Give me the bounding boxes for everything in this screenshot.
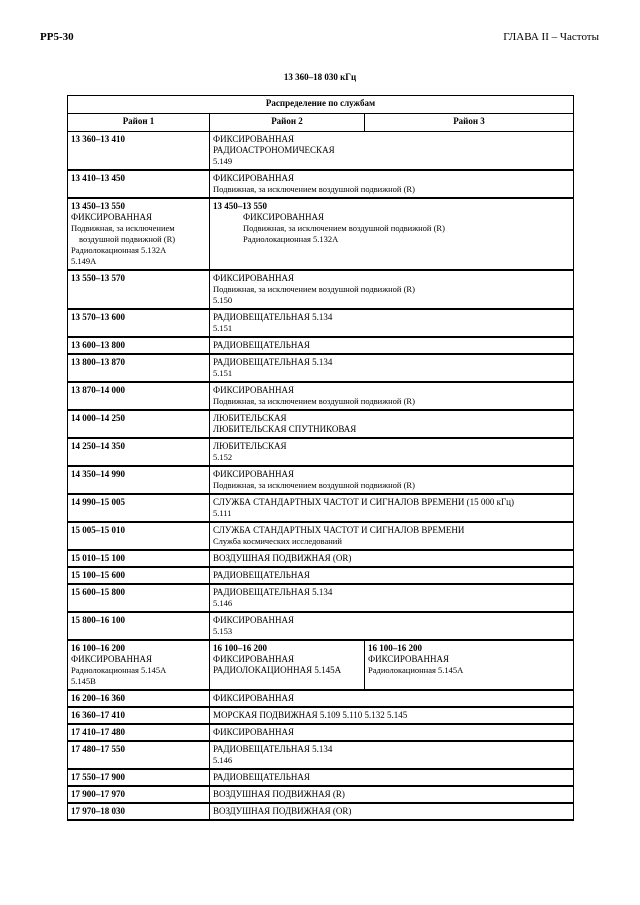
services-cell <box>210 170 574 198</box>
services-cell <box>210 550 574 567</box>
services-cell <box>210 612 574 640</box>
footnote-ref: 5.149A <box>71 256 97 266</box>
band-cell <box>68 309 210 337</box>
frequency-band: 16 100–16 200 <box>368 643 422 653</box>
services-cell <box>210 337 574 354</box>
band-cell <box>68 466 210 494</box>
service-allocation: ЛЮБИТЕЛЬСКАЯ СПУТНИКОВАЯ <box>213 424 357 434</box>
frequency-band: 14 350–14 990 <box>71 469 125 479</box>
band-cell <box>68 584 210 612</box>
column-header-region-3: Район 3 <box>365 114 574 132</box>
table-caption: Распределение по службам <box>68 96 574 114</box>
region-1-cell <box>68 640 210 690</box>
band-cell <box>68 803 210 820</box>
secondary-service: Радиолокационная 5.132A <box>71 245 167 255</box>
service-allocation: ФИКСИРОВАННАЯ <box>71 212 152 222</box>
band-cell <box>68 494 210 522</box>
services-cell <box>210 803 574 820</box>
band-cell <box>68 170 210 198</box>
table-row <box>68 170 574 198</box>
frequency-band: 14 000–14 250 <box>71 413 125 423</box>
table-row <box>68 494 574 522</box>
service-allocation: ФИКСИРОВАННАЯ <box>213 273 294 283</box>
frequency-band: 13 570–13 600 <box>71 312 125 322</box>
region-1-cell <box>68 198 210 270</box>
service-allocation: ФИКСИРОВАННАЯ <box>213 173 294 183</box>
services-cell <box>210 382 574 410</box>
table-row <box>68 584 574 612</box>
service-allocation: СЛУЖБА СТАНДАРТНЫХ ЧАСТОТ И СИГНАЛОВ ВРЕМЕНИ (15 000 кГц) <box>213 497 514 507</box>
services-cell <box>210 741 574 769</box>
table-row <box>68 567 574 584</box>
allocation-rows <box>68 132 574 821</box>
band-cell <box>68 270 210 309</box>
secondary-service: Радиолокационная 5.145A <box>368 665 464 675</box>
band-cell <box>68 522 210 550</box>
band-cell <box>68 769 210 786</box>
services-cell <box>210 438 574 466</box>
frequency-band: 15 800–16 100 <box>71 615 125 625</box>
table-row <box>68 769 574 786</box>
table-row <box>68 337 574 354</box>
frequency-band: 16 100–16 200 <box>71 643 125 653</box>
footnote-ref: 5.146 <box>213 598 233 608</box>
services-cell <box>210 724 574 741</box>
services-cell <box>210 354 574 382</box>
footnote-ref: 5.151 <box>213 323 233 333</box>
frequency-band: 17 900–17 970 <box>71 789 125 799</box>
table-row <box>68 198 574 270</box>
service-allocation: ФИКСИРОВАННАЯ <box>213 469 294 479</box>
service-allocation: ФИКСИРОВАННАЯ <box>213 385 294 395</box>
footnote-ref: 5.145B <box>71 676 96 686</box>
service-allocation: РАДИОЛОКАЦИОННАЯ 5.145A <box>213 665 342 675</box>
frequency-range-title: 13 360–18 030 кГц <box>283 72 357 82</box>
table-row <box>68 354 574 382</box>
service-allocation: РАДИОВЕЩАТЕЛЬНАЯ 5.134 <box>213 312 333 322</box>
frequency-band: 13 450–13 550 <box>213 201 267 211</box>
services-cell <box>210 690 574 707</box>
service-allocation: СЛУЖБА СТАНДАРТНЫХ ЧАСТОТ И СИГНАЛОВ ВРЕМЕНИ <box>213 525 465 535</box>
footnote-ref: 5.111 <box>213 508 232 518</box>
frequency-band: 13 450–13 550 <box>71 201 125 211</box>
services-cell <box>210 707 574 724</box>
secondary-service: Подвижная, за исключением воздушной подвижной (R) <box>213 284 415 294</box>
frequency-band: 15 600–15 800 <box>71 587 125 597</box>
frequency-band: 16 360–17 410 <box>71 710 125 720</box>
services-cell <box>210 522 574 550</box>
secondary-service: воздушной подвижной (R) <box>79 234 176 244</box>
footnote-ref: 5.152 <box>213 452 233 462</box>
band-cell <box>68 132 210 171</box>
table-row <box>68 690 574 707</box>
band-cell <box>68 354 210 382</box>
service-allocation: РАДИОВЕЩАТЕЛЬНАЯ 5.134 <box>213 587 333 597</box>
chapter-title: ГЛАВА II – Частоты <box>503 31 599 43</box>
band-cell <box>68 410 210 438</box>
band-cell <box>68 690 210 707</box>
table-row <box>68 382 574 410</box>
band-cell <box>68 567 210 584</box>
secondary-service: Служба космических исследований <box>213 536 342 546</box>
services-cell <box>210 584 574 612</box>
table-row <box>68 741 574 769</box>
service-allocation: ВОЗДУШНАЯ ПОДВИЖНАЯ (OR) <box>213 806 352 816</box>
region-3-cell <box>365 640 574 690</box>
service-allocation: ФИКСИРОВАННАЯ <box>213 693 294 703</box>
region-2-3-cell <box>210 198 574 270</box>
service-allocation: ВОЗДУШНАЯ ПОДВИЖНАЯ (R) <box>213 789 345 799</box>
table-row <box>68 803 574 820</box>
band-cell <box>68 337 210 354</box>
footnote-ref: 5.150 <box>213 295 233 305</box>
band-cell <box>68 724 210 741</box>
footnote-ref: 5.153 <box>213 626 233 636</box>
band-cell <box>68 382 210 410</box>
service-allocation: ФИКСИРОВАННАЯ <box>213 654 294 664</box>
frequency-band: 13 870–14 000 <box>71 385 125 395</box>
services-cell <box>210 494 574 522</box>
secondary-service: Подвижная, за исключением воздушной подвижной (R) <box>213 184 415 194</box>
service-allocation: ЛЮБИТЕЛЬСКАЯ <box>213 413 287 423</box>
frequency-band: 13 410–13 450 <box>71 173 125 183</box>
table-row <box>68 438 574 466</box>
frequency-band: 13 550–13 570 <box>71 273 125 283</box>
service-allocation: МОРСКАЯ ПОДВИЖНАЯ 5.109 5.110 5.132 5.145 <box>213 710 408 720</box>
secondary-service: Подвижная, за исключением воздушной подвижной (R) <box>243 223 445 233</box>
frequency-band: 14 990–15 005 <box>71 497 125 507</box>
services-cell <box>210 132 574 171</box>
region-2-3-services <box>213 212 570 245</box>
services-cell <box>210 567 574 584</box>
service-allocation: РАДИОВЕЩАТЕЛЬНАЯ <box>213 772 310 782</box>
services-cell <box>210 466 574 494</box>
table-row <box>68 550 574 567</box>
services-cell <box>210 270 574 309</box>
band-cell <box>68 741 210 769</box>
band-cell <box>68 550 210 567</box>
services-cell <box>210 769 574 786</box>
table-row <box>68 786 574 803</box>
page-number: РР5-30 <box>40 31 74 43</box>
table-row <box>68 612 574 640</box>
secondary-service: Радиолокационная 5.145A <box>71 665 167 675</box>
service-allocation: ФИКСИРОВАННАЯ <box>213 134 294 144</box>
secondary-service: Подвижная, за исключением <box>71 223 175 233</box>
service-allocation: ФИКСИРОВАННАЯ <box>213 615 294 625</box>
service-allocation: ВОЗДУШНАЯ ПОДВИЖНАЯ (OR) <box>213 553 352 563</box>
frequency-band: 17 550–17 900 <box>71 772 125 782</box>
frequency-band: 17 410–17 480 <box>71 727 125 737</box>
service-allocation: ФИКСИРОВАННАЯ <box>213 727 294 737</box>
band-cell <box>68 786 210 803</box>
allocation-table <box>67 95 574 821</box>
table-row <box>68 270 574 309</box>
footnote-ref: 5.151 <box>213 368 233 378</box>
service-allocation: РАДИОВЕЩАТЕЛЬНАЯ 5.134 <box>213 744 333 754</box>
table-row <box>68 522 574 550</box>
secondary-service: Подвижная, за исключением воздушной подвижной (R) <box>213 480 415 490</box>
band-cell <box>68 612 210 640</box>
service-allocation: РАДИОВЕЩАТЕЛЬНАЯ <box>213 340 310 350</box>
frequency-band: 14 250–14 350 <box>71 441 125 451</box>
secondary-service: Радиолокационная 5.132A <box>243 234 339 244</box>
footnote-ref: 5.146 <box>213 755 233 765</box>
column-header-region-2: Район 2 <box>210 114 365 132</box>
services-cell <box>210 410 574 438</box>
service-allocation: РАДИОАСТРОНОМИЧЕСКАЯ <box>213 145 335 155</box>
band-cell <box>68 438 210 466</box>
band-cell <box>68 707 210 724</box>
frequency-band: 15 010–15 100 <box>71 553 125 563</box>
service-allocation: ЛЮБИТЕЛЬСКАЯ <box>213 441 287 451</box>
services-cell <box>210 786 574 803</box>
table-row <box>68 309 574 337</box>
frequency-band: 13 360–13 410 <box>71 134 125 144</box>
table-row <box>68 707 574 724</box>
frequency-band: 17 970–18 030 <box>71 806 125 816</box>
table-row <box>68 466 574 494</box>
service-allocation: ФИКСИРОВАННАЯ <box>368 654 449 664</box>
frequency-band: 13 800–13 870 <box>71 357 125 367</box>
frequency-band: 16 100–16 200 <box>213 643 267 653</box>
table-row <box>68 724 574 741</box>
service-allocation: ФИКСИРОВАННАЯ <box>243 212 324 222</box>
table-row <box>68 410 574 438</box>
region-2-cell <box>210 640 365 690</box>
service-allocation: ФИКСИРОВАННАЯ <box>71 654 152 664</box>
frequency-band: 15 005–15 010 <box>71 525 125 535</box>
column-header-region-1: Район 1 <box>68 114 210 132</box>
secondary-service: Подвижная, за исключением воздушной подвижной (R) <box>213 396 415 406</box>
service-allocation: РАДИОВЕЩАТЕЛЬНАЯ 5.134 <box>213 357 333 367</box>
table-row <box>68 132 574 171</box>
table-row <box>68 640 574 690</box>
footnote-ref: 5.149 <box>213 156 233 166</box>
services-cell <box>210 309 574 337</box>
frequency-band: 17 480–17 550 <box>71 744 125 754</box>
service-allocation: РАДИОВЕЩАТЕЛЬНАЯ <box>213 570 310 580</box>
frequency-band: 15 100–15 600 <box>71 570 125 580</box>
frequency-band: 13 600–13 800 <box>71 340 125 350</box>
frequency-band: 16 200–16 360 <box>71 693 125 703</box>
